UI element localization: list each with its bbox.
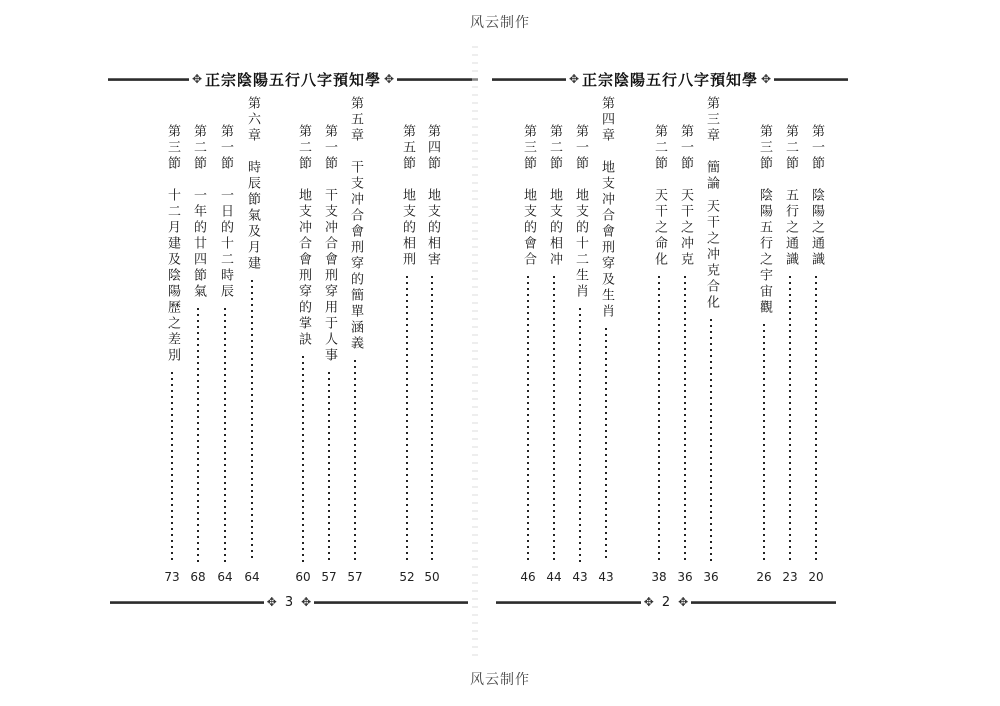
- toc-entry-text: [569, 124, 591, 300]
- toc-entry-title: 地支的相害: [425, 188, 440, 268]
- dot-leader: [197, 306, 199, 562]
- toc-entry-label: 第一節: [809, 124, 824, 172]
- toc-entry-text: [648, 124, 670, 268]
- endless-knot-icon: ✥: [384, 72, 395, 86]
- toc-page-number: 36: [677, 570, 693, 584]
- toc-page-number: 26: [756, 570, 772, 584]
- toc-entry-title: 地支的相冲: [547, 188, 562, 268]
- endless-knot-icon: ✥: [643, 595, 654, 609]
- toc-entry-section: [517, 96, 539, 268]
- toc-entry-label: 第二節: [191, 124, 206, 172]
- toc-entry-title: 干支冲合會刑穿的簡單涵義: [348, 160, 363, 352]
- watermark-top: 风云制作: [470, 15, 530, 31]
- dot-leader: [431, 274, 433, 562]
- toc-page-number: 60: [295, 570, 311, 584]
- toc-page-number: 52: [399, 570, 415, 584]
- toc-entry-section: [648, 96, 670, 268]
- toc-entry-label: 第二節: [783, 124, 798, 172]
- toc-entry-label: 第三節: [165, 124, 180, 172]
- toc-entry-title: 地支的相刑: [400, 188, 415, 268]
- header-rule-left: [108, 78, 189, 81]
- toc-entry-text: [396, 124, 418, 268]
- toc-entry-title: 簡論 天干之冲克合化: [704, 160, 719, 312]
- toc-entry-text: [753, 124, 775, 316]
- toc-page-number: 64: [244, 570, 260, 584]
- running-head-title: 正宗陰陽五行八字預知學: [205, 70, 382, 89]
- toc-entry-text: [674, 124, 696, 268]
- dot-leader: [684, 274, 686, 562]
- running-head-right: [492, 68, 848, 90]
- toc-entry-text: [187, 124, 209, 300]
- toc-entry-label: 第二節: [296, 124, 311, 172]
- toc-page-number: 23: [782, 570, 798, 584]
- toc-page-number: 73: [164, 570, 180, 584]
- toc-entry-section: [292, 96, 314, 348]
- toc-page-number: 57: [347, 570, 363, 584]
- toc-entry-text: [421, 124, 443, 268]
- header-rule-left: [492, 78, 566, 81]
- dot-leader: [328, 370, 330, 562]
- toc-entry-text: [292, 124, 314, 348]
- toc-entry-section: [161, 96, 183, 364]
- toc-entry-text: [779, 124, 801, 268]
- toc-entry-label: 第三章: [704, 96, 719, 144]
- header-rule-right: [774, 78, 848, 81]
- toc-entry-title: 陰陽五行之宇宙觀: [757, 188, 772, 316]
- page-gutter: [472, 40, 478, 660]
- dot-leader: [406, 274, 408, 562]
- toc-entry-text: [161, 124, 183, 364]
- dot-leader: [553, 274, 555, 562]
- endless-knot-icon: ✥: [301, 595, 312, 609]
- footer-rule-left: [110, 601, 264, 604]
- running-head-title: 正宗陰陽五行八字預知學: [582, 70, 759, 89]
- toc-page-number: 68: [190, 570, 206, 584]
- endless-knot-icon: ✥: [266, 595, 277, 609]
- toc-entry-title: 一年的廿四節氣: [191, 188, 206, 300]
- toc-entry-section: [779, 96, 801, 268]
- dot-leader: [224, 306, 226, 562]
- dot-leader: [605, 326, 607, 562]
- footer-rule-right: [314, 601, 468, 604]
- footer-left: [110, 594, 468, 610]
- toc-page-number: 64: [217, 570, 233, 584]
- toc-page-number: 43: [572, 570, 588, 584]
- dot-leader: [763, 322, 765, 562]
- toc-entry-text: [214, 124, 236, 300]
- toc-entry-chapter: [595, 96, 617, 320]
- dot-leader: [354, 358, 356, 562]
- toc-entry-label: 第二節: [652, 124, 667, 172]
- toc-page-number: 43: [598, 570, 614, 584]
- dot-leader: [251, 278, 253, 562]
- toc-page-number: 36: [703, 570, 719, 584]
- dot-leader: [171, 370, 173, 562]
- toc-page-number: 44: [546, 570, 562, 584]
- toc-entry-label: 第四節: [425, 124, 440, 172]
- toc-entry-title: 時辰節氣及月建: [245, 160, 260, 272]
- toc-entry-chapter: [241, 96, 263, 272]
- toc-entry-section: [187, 96, 209, 300]
- toc-entry-text: [241, 96, 263, 272]
- toc-entry-section: [674, 96, 696, 268]
- toc-page-number: 46: [520, 570, 536, 584]
- toc-entry-label: 第三節: [521, 124, 536, 172]
- toc-entry-title: 地支冲合會刑穿及生肖: [599, 160, 614, 320]
- footer-rule-right: [691, 601, 836, 604]
- page-number: 2: [661, 594, 671, 610]
- toc-entry-label: 第六章: [245, 96, 260, 144]
- toc-entry-section: [805, 96, 827, 268]
- toc-entry-chapter: [700, 96, 722, 311]
- toc-entry-label: 第三節: [757, 124, 772, 172]
- toc-entry-title: 十二月建及陰陽歷之差別: [165, 188, 180, 364]
- toc-page-number: 57: [321, 570, 337, 584]
- toc-entry-section: [543, 96, 565, 268]
- toc-entry-title: 五行之通識: [783, 188, 798, 268]
- toc-entry-label: 第五章: [348, 96, 363, 144]
- toc-page-number: 50: [424, 570, 440, 584]
- dot-leader: [815, 274, 817, 562]
- toc-entry-section: [318, 96, 340, 364]
- toc-entry-section: [421, 96, 443, 268]
- toc-entry-section: [396, 96, 418, 268]
- endless-knot-icon: ✥: [568, 72, 579, 86]
- toc-page-number: 20: [808, 570, 824, 584]
- footer-right: [496, 594, 836, 610]
- toc-page-number: 38: [651, 570, 667, 584]
- toc-entry-label: 第四章: [599, 96, 614, 144]
- dot-leader: [710, 317, 712, 562]
- toc-entry-text: [595, 96, 617, 320]
- toc-entry-label: 第一節: [573, 124, 588, 172]
- toc-entry-title: 一日的十二時辰: [218, 188, 233, 300]
- toc-entry-chapter: [344, 96, 366, 352]
- toc-entry-text: [805, 124, 827, 268]
- toc-entry-text: [344, 96, 366, 352]
- dot-leader: [658, 274, 660, 562]
- page-number: 3: [284, 594, 294, 610]
- toc-entry-section: [214, 96, 236, 300]
- header-rule-right: [397, 78, 478, 81]
- toc-entry-title: 天干之命化: [652, 188, 667, 268]
- toc-entry-label: 第一節: [218, 124, 233, 172]
- toc-entry-text: [543, 124, 565, 268]
- dot-leader: [302, 354, 304, 562]
- dot-leader: [527, 274, 529, 562]
- toc-entry-label: 第一節: [678, 124, 693, 172]
- toc-entry-label: 第一節: [322, 124, 337, 172]
- footer-rule-left: [496, 601, 641, 604]
- endless-knot-icon: ✥: [761, 72, 772, 86]
- dot-leader: [789, 274, 791, 562]
- toc-entry-section: [753, 96, 775, 316]
- toc-entry-label: 第五節: [400, 124, 415, 172]
- toc-entry-text: [318, 124, 340, 364]
- toc-entry-title: 地支的會合: [521, 188, 536, 268]
- toc-entry-title: 陰陽之通識: [809, 188, 824, 268]
- toc-entry-title: 地支的十二生肖: [573, 188, 588, 300]
- endless-knot-icon: ✥: [191, 72, 202, 86]
- toc-entry-label: 第二節: [547, 124, 562, 172]
- toc-entry-text: [517, 124, 539, 268]
- toc-entry-section: [569, 96, 591, 300]
- endless-knot-icon: ✥: [678, 595, 689, 609]
- running-head-left: [108, 68, 478, 90]
- toc-entry-title: 干支冲合會刑穿用于人事: [322, 188, 337, 364]
- toc-entry-title: 地支冲合會刑穿的掌訣: [296, 188, 311, 348]
- watermark-bottom: 风云制作: [470, 672, 530, 688]
- toc-entry-title: 天干之冲克: [678, 188, 693, 268]
- toc-entry-text: [700, 96, 722, 311]
- dot-leader: [579, 306, 581, 562]
